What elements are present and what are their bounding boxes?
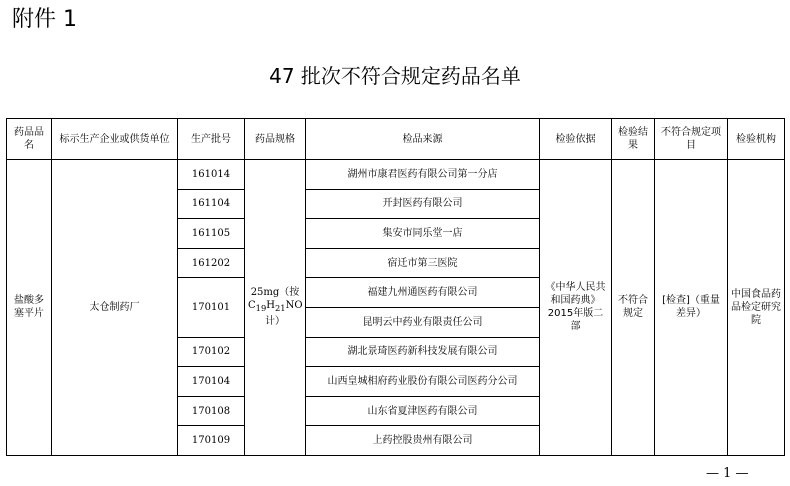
source-cell: 开封医药有限公司 [306,189,540,219]
page-number: — 1 — [706,466,749,481]
header-result: 检验结果 [612,119,655,160]
spec-cell [245,160,306,456]
header-items: 不符合规定项目 [655,119,728,160]
table-header-row [7,119,785,160]
noncompliant-drug-table [6,118,785,456]
source-cell: 山东省夏津医药有限公司 [306,396,540,426]
batch-cell: 161014 [178,160,245,190]
items-cell: [检查]（重量差异） [655,160,728,456]
spec-suffix: NO计） [265,300,303,328]
agency-cell: 中国食品药品检定研究院 [728,160,785,456]
spec-sub-hydrogen: 21 [275,303,286,314]
header-batch: 生产批号 [178,119,245,160]
drug-name-cell: 盐酸多塞平片 [7,160,52,456]
spec-prefix: 25mg（按C [248,287,300,312]
source-cell: 湖北景琦医药新科技发展有限公司 [306,337,540,367]
batch-cell: 161202 [178,248,245,278]
batch-cell: 170109 [178,426,245,456]
basis-cell: 《中华人民共和国药典》2015年版二部 [540,160,612,456]
batch-cell: 161105 [178,219,245,249]
batch-cell: 170104 [178,367,245,397]
table-row [7,160,785,190]
batch-cell: 161104 [178,189,245,219]
header-manufacturer: 标示生产企业或供货单位 [52,119,178,160]
batch-cell: 170102 [178,337,245,367]
manufacturer-cell: 太仓制药厂 [52,160,178,456]
result-cell: 不符合规定 [612,160,655,456]
source-cell: 山西皇城相府药业股份有限公司医药分公司 [306,367,540,397]
attachment-label: 附件 1 [12,7,77,32]
header-agency: 检验机构 [728,119,785,160]
header-basis: 检验依据 [540,119,612,160]
source-cell: 集安市同乐堂一店 [306,219,540,249]
source-cell: 福建九州通医药有限公司 [306,278,540,308]
source-cell: 上药控股贵州有限公司 [306,426,540,456]
source-cell: 昆明云中药业有限责任公司 [306,307,540,337]
batch-cell: 170101 [178,278,245,337]
batch-cell: 170108 [178,396,245,426]
header-spec: 药品规格 [245,119,306,160]
page-title: 47 批次不符合规定药品名单 [269,64,521,88]
source-cell: 湖州市康君医药有限公司第一分店 [306,160,540,190]
source-cell: 宿迁市第三医院 [306,248,540,278]
spec-sub-carbon: 19 [255,303,267,314]
header-source: 检品来源 [306,119,540,160]
spec-mid: H [266,300,275,312]
header-drug-name: 药品品名 [7,119,52,160]
